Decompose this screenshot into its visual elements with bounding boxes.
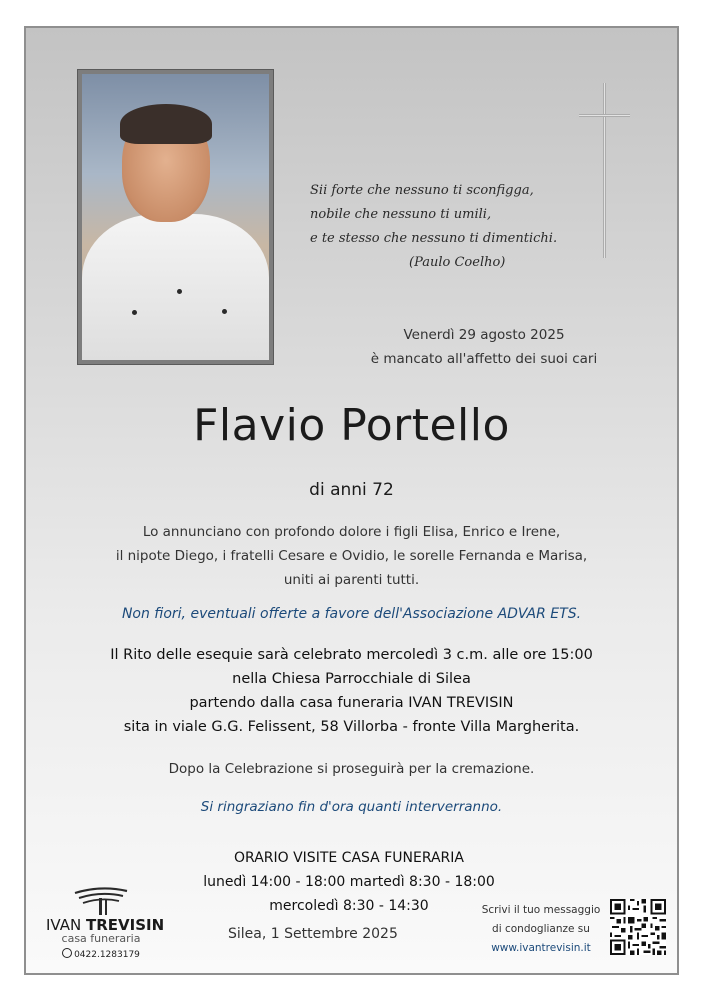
announcement-line: uniti ai parenti tutti. xyxy=(283,572,420,588)
condolences-line: Scrivi il tuo messaggio xyxy=(481,904,601,916)
funeral-home-phone xyxy=(46,948,156,960)
visiting-hours-line: lunedì 14:00 - 18:00 martedì 8:30 - 18:00 xyxy=(203,874,495,890)
thanks-note: Si ringraziano fin d'ora quanti interverranno. xyxy=(200,799,503,815)
place-date: Silea, 1 Settembre 2025 xyxy=(228,926,398,942)
trees-logo-icon xyxy=(69,885,133,915)
phone-number: 0422.1283179 xyxy=(74,950,140,960)
jacket-button xyxy=(222,309,227,314)
quote-line: e te stesso che nessuno ti dimentichi. xyxy=(310,231,558,246)
jacket-button xyxy=(177,289,182,294)
visiting-hours-line: mercoledì 8:30 - 14:30 xyxy=(269,898,429,914)
funeral-home-subtitle: casa funeraria xyxy=(61,932,141,945)
deceased-age: di anni 72 xyxy=(309,480,394,500)
deceased-name: Flavio Portello xyxy=(193,400,510,451)
cremation-note: Dopo la Celebrazione si proseguirà per la cremazione. xyxy=(168,761,535,777)
rite-line: sita in viale G.G. Felissent, 58 Villorba - fronte Villa Margherita. xyxy=(123,719,580,735)
death-date-block xyxy=(326,323,642,371)
funeral-home-logo xyxy=(46,885,165,960)
rite-line: partendo dalla casa funeraria IVAN TREVISIN xyxy=(189,695,514,711)
obituary-card xyxy=(24,26,679,975)
portrait-hair xyxy=(120,104,212,144)
quote-line: nobile che nessuno ti umili, xyxy=(310,207,492,222)
rite-line: Il Rito delle esequie sarà celebrato mercoledì 3 c.m. alle ore 15:00 xyxy=(110,647,593,663)
portrait-photo xyxy=(82,74,269,360)
quote-line: Sii forte che nessuno ti sconfigga, xyxy=(310,183,534,198)
portrait-frame xyxy=(77,69,274,365)
memorial-quote xyxy=(310,179,590,275)
flowers-note: Non fiori, eventuali offerte a favore dell'Associazione ADVAR ETS. xyxy=(121,606,582,622)
quote-author: (Paulo Coelho) xyxy=(409,255,506,270)
death-date: Venerdì 29 agosto 2025 xyxy=(403,327,565,343)
announcement-line: Lo annunciano con profondo dolore i figli Elisa, Enrico e Irene, xyxy=(142,524,561,540)
announcement-line: il nipote Diego, i fratelli Cesare e Ovidio, le sorelle Fernanda e Marisa, xyxy=(115,548,588,564)
cross-horizontal xyxy=(579,114,630,117)
death-text: è mancato all'affetto dei suoi cari xyxy=(370,351,598,367)
phone-icon xyxy=(62,948,72,958)
qr-code-icon[interactable] xyxy=(610,899,666,955)
funeral-home-name-last: TREVISIN xyxy=(86,916,165,934)
condolences-line: di condoglianze su xyxy=(492,923,590,935)
jacket-button xyxy=(132,310,137,315)
funeral-rite-details xyxy=(26,643,677,739)
chef-jacket xyxy=(82,214,269,360)
cross-vertical xyxy=(603,83,606,258)
visiting-hours-title: ORARIO VISITE CASA FUNERARIA xyxy=(234,850,464,866)
funeral-home-name-first: IVAN xyxy=(46,916,82,934)
condolences-info xyxy=(476,901,606,958)
family-announcement xyxy=(26,520,677,592)
condolences-website-link[interactable]: www.ivantrevisin.it xyxy=(491,942,591,954)
rite-line: nella Chiesa Parrocchiale di Silea xyxy=(232,671,471,687)
